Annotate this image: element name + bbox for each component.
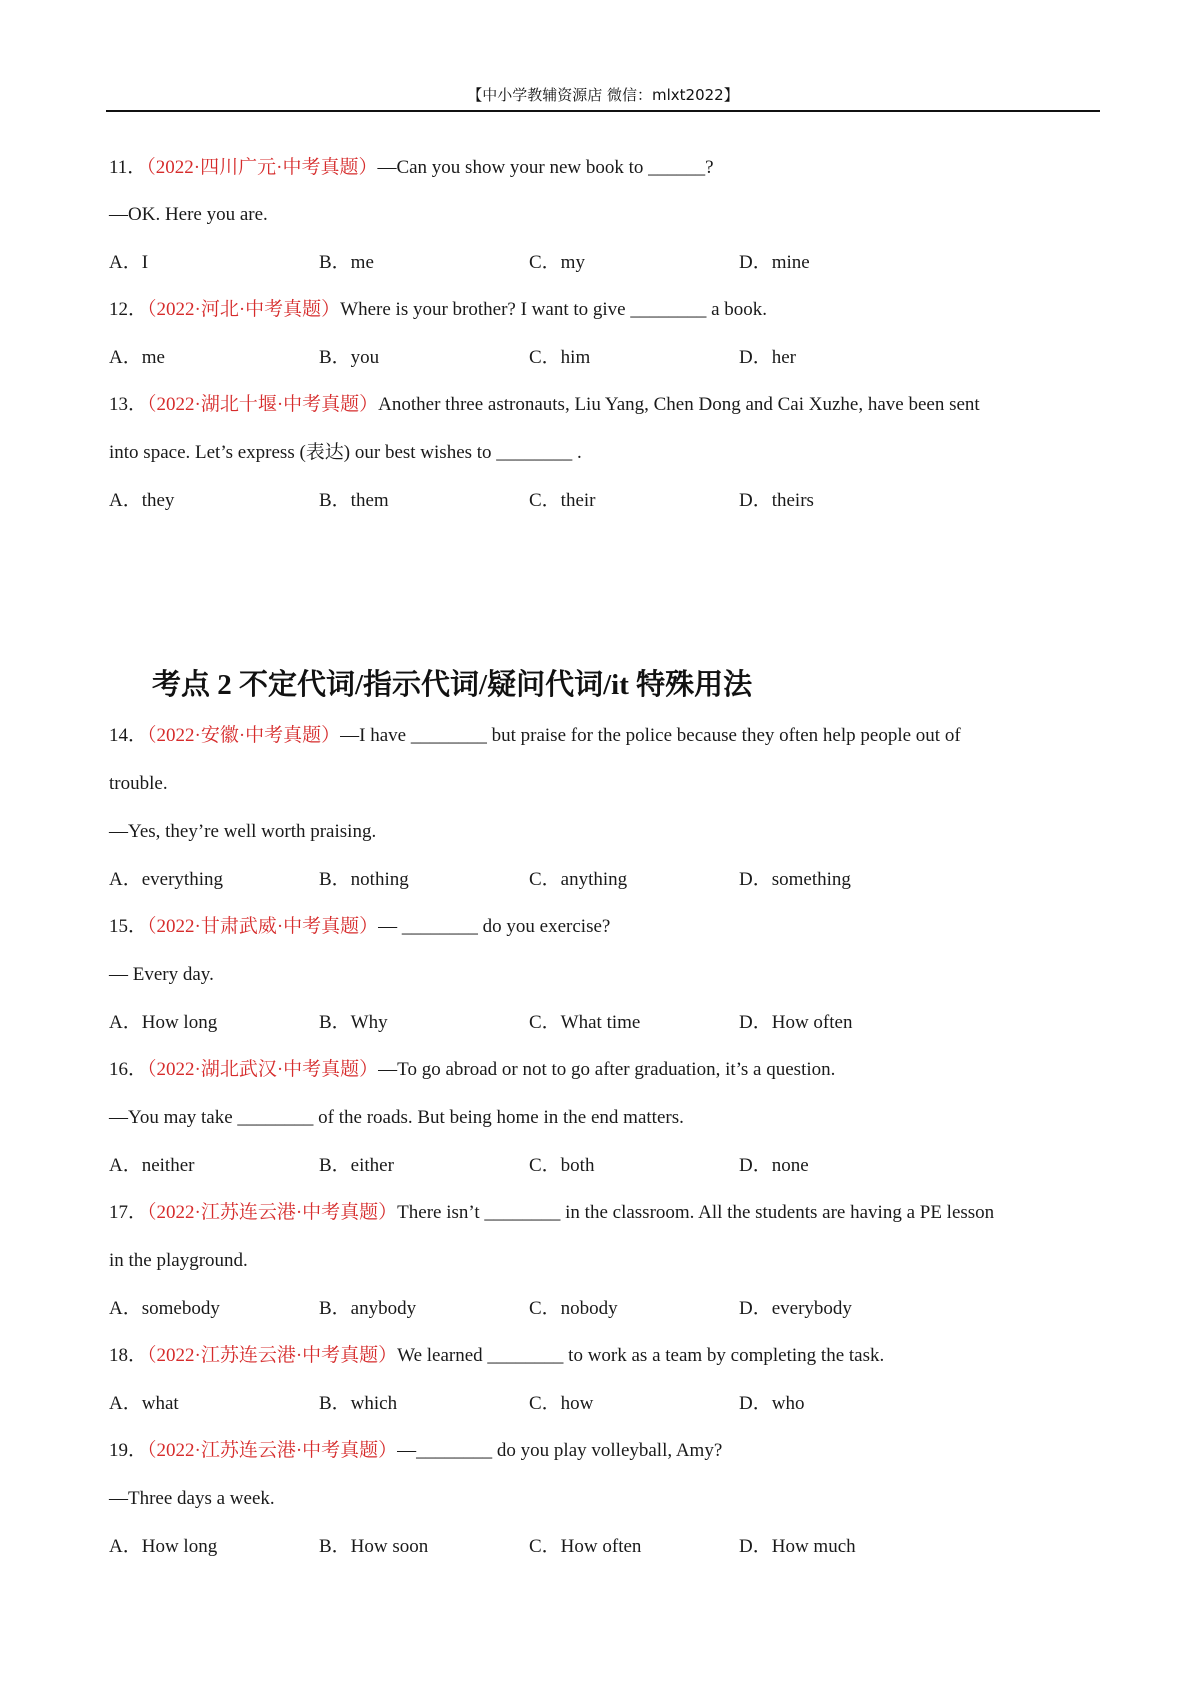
- page-header: 【中小学教辅资源店 微信：mlxt2022】: [467, 86, 739, 104]
- option-b: B．either: [319, 1155, 394, 1176]
- question-14-stem: 14．（2022·安徽·中考真题）—I have ________ but praise for the police because they often help people out of: [109, 725, 961, 746]
- option-d: D．How much: [739, 1536, 856, 1557]
- question-14-line-3: —Yes, they’re well worth praising.: [109, 821, 377, 842]
- option-b: B．nothing: [319, 869, 409, 890]
- option-d: D．theirs: [739, 490, 814, 511]
- option-d: D．her: [739, 347, 796, 368]
- option-a: A．everything: [109, 869, 223, 890]
- option-c: C．anything: [529, 869, 628, 890]
- question-12-stem: 12．（2022·河北·中考真题）Where is your brother? I want to give ________ a book.: [109, 299, 768, 320]
- section-heading: 考点 2 不定代词/指示代词/疑问代词/it 特殊用法: [152, 669, 753, 701]
- question-11-stem: 11．（2022·四川广元·中考真题）—Can you show your new book to ______?: [109, 157, 714, 178]
- option-c: C．How often: [529, 1536, 642, 1557]
- option-a: A．neither: [109, 1155, 195, 1176]
- option-a: A．they: [109, 490, 175, 511]
- option-a: A．I: [109, 252, 149, 273]
- option-a: A．what: [109, 1393, 179, 1414]
- question-14-line-2: trouble.: [109, 773, 168, 794]
- option-c: C．how: [529, 1393, 594, 1414]
- question-16-stem: 16．（2022·湖北武汉·中考真题）—To go abroad or not to go after graduation, it’s a question.: [109, 1059, 836, 1080]
- option-a: A．How long: [109, 1012, 218, 1033]
- option-c: C．him: [529, 347, 591, 368]
- option-d: D．something: [739, 869, 851, 890]
- option-d: D．none: [739, 1155, 809, 1176]
- option-a: A．How long: [109, 1536, 218, 1557]
- option-b: B．which: [319, 1393, 398, 1414]
- option-b: B．them: [319, 490, 389, 511]
- header-rule: [106, 110, 1100, 112]
- question-15-stem: 15．（2022·甘肃武威·中考真题）— ________ do you exercise?: [109, 916, 611, 937]
- question-13-line-2: into space. Let’s express (表达) our best wishes to ________ .: [109, 442, 582, 463]
- option-d: D．everybody: [739, 1298, 852, 1319]
- option-b: B．you: [319, 347, 380, 368]
- question-19-line-2: —Three days a week.: [109, 1488, 275, 1509]
- option-b: B．me: [319, 252, 374, 273]
- option-a: A．me: [109, 347, 165, 368]
- option-c: C．their: [529, 490, 596, 511]
- question-16-line-2: —You may take ________ of the roads. But being home in the end matters.: [109, 1107, 684, 1128]
- option-b: B．How soon: [319, 1536, 429, 1557]
- question-17-line-2: in the playground.: [109, 1250, 248, 1271]
- question-18-stem: 18．（2022·江苏连云港·中考真题）We learned ________ to work as a team by completing the task.: [109, 1345, 885, 1366]
- question-17-stem: 17．（2022·江苏连云港·中考真题）There isn’t ________ in the classroom. All the students are having a PE lesson: [109, 1202, 995, 1223]
- option-d: D．mine: [739, 252, 810, 273]
- option-c: C．both: [529, 1155, 595, 1176]
- question-13-stem: 13．（2022·湖北十堰·中考真题）Another three astronauts, Liu Yang, Chen Dong and Cai Xuzhe, have been sent: [109, 394, 980, 415]
- option-c: C．What time: [529, 1012, 641, 1033]
- option-c: C．my: [529, 252, 585, 273]
- option-c: C．nobody: [529, 1298, 618, 1319]
- option-a: A．somebody: [109, 1298, 220, 1319]
- option-b: B．anybody: [319, 1298, 417, 1319]
- option-d: D．who: [739, 1393, 805, 1414]
- option-d: D．How often: [739, 1012, 853, 1033]
- option-b: B．Why: [319, 1012, 388, 1033]
- question-15-line-2: — Every day.: [109, 964, 214, 985]
- question-19-stem: 19．（2022·江苏连云港·中考真题）—________ do you play volleyball, Amy?: [109, 1440, 723, 1461]
- question-11-line-2: —OK. Here you are.: [109, 204, 268, 225]
